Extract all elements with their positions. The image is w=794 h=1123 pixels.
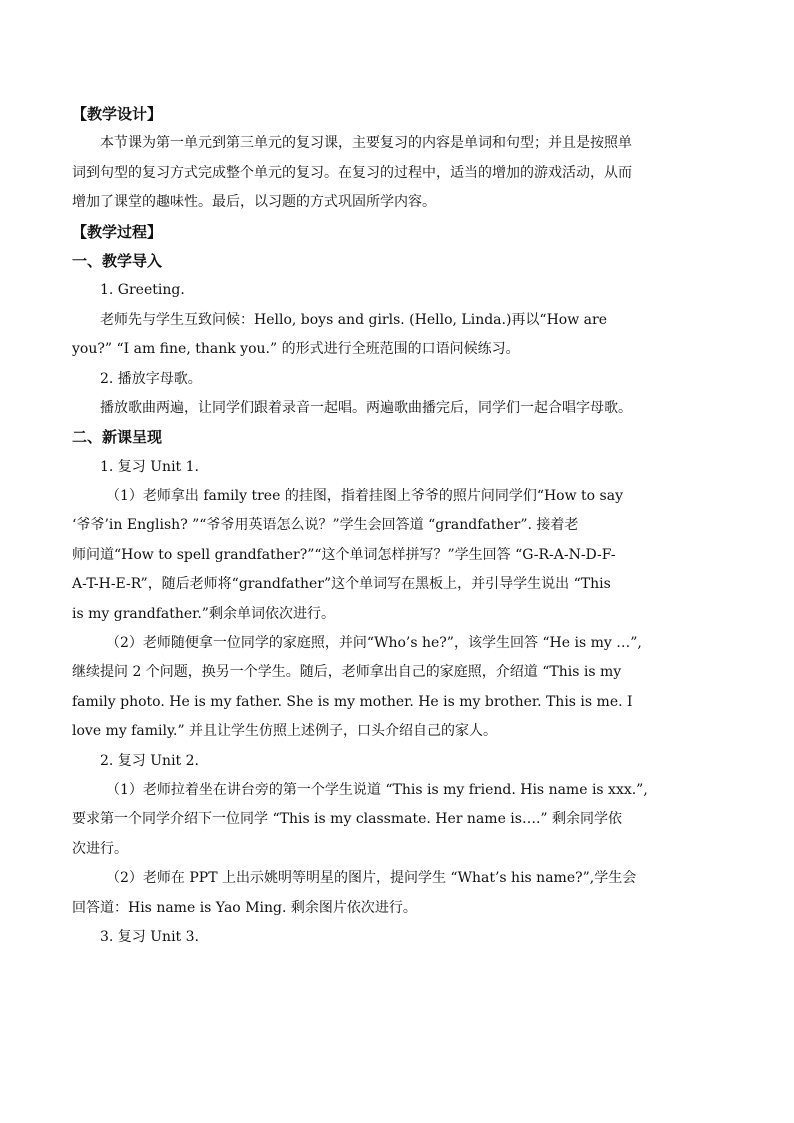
paragraph-line: ‘爷爷’in English? ”“爷爷用英语怎么说？”学生会回答道 “grandfather”. 接着老 (72, 517, 579, 534)
paragraph-line: family photo. He is my father. She is my mother. He is my brother. This is me. I (72, 693, 633, 710)
heading-teaching-process: 【教学过程】 (72, 222, 163, 241)
section-heading-new-lesson: 二、新课呈现 (72, 428, 163, 447)
list-item-greeting: 1. Greeting. (100, 282, 185, 299)
list-item-review-unit2: 2. 复习 Unit 2. (100, 752, 199, 769)
paragraph-line: 继续提问 2 个问题，换另一个学生。随后，老师拿出自己的家庭照，介绍道 “This is my (72, 664, 622, 681)
paragraph-line: 本节课为第一单元到第三单元的复习课，主要复习的内容是单词和句型；并且是按照单 (100, 135, 632, 152)
paragraph-line: love my family.” 并且让学生仿照上述例子，口头介绍自己的家人。 (72, 723, 498, 740)
paragraph-line: is my grandfather.”剩余单词依次进行。 (72, 605, 335, 622)
document-body (72, 100, 744, 952)
paragraph-line: 要求第一个同学介绍下一位同学 “This is my classmate. Her name is….” 剩余同学依 (72, 811, 623, 828)
paragraph-line: you?” “I am fine, thank you.” 的形式进行全班范围的口语问候练习。 (72, 341, 520, 358)
paragraph-line: （1）老师拉着坐在讲台旁的第一个学生说道 “This is my friend. His name is xxx.”, (106, 781, 648, 798)
paragraph-line: 增加了课堂的趣味性。最后，以习题的方式巩固所学内容。 (72, 194, 436, 211)
paragraph-line: （2）老师随便拿一位同学的家庭照，并问“Who’s he?”，该学生回答 “He is my …”, (106, 635, 642, 652)
paragraph-line: 播放歌曲两遍，让同学们跟着录音一起唱。两遍歌曲播完后，同学们一起合唱字母歌。 (100, 399, 632, 416)
paragraph-line: 词到句型的复习方式完成整个单元的复习。在复习的过程中，适当的增加的游戏活动，从而 (72, 164, 632, 181)
list-item-review-unit3: 3. 复习 Unit 3. (100, 928, 199, 945)
list-item-review-unit1: 1. 复习 Unit 1. (100, 458, 199, 475)
paragraph-line: （1）老师拿出 family tree 的挂图，指着挂图上爷爷的照片问同学们“How to say (106, 488, 623, 505)
paragraph-line: 师问道“How to spell grandfather?”“这个单词怎样拼写？”学生回答 “G-R-A-N-D-F- (72, 546, 616, 563)
section-heading-intro: 一、教学导入 (72, 251, 163, 270)
heading-teaching-design: 【教学设计】 (72, 105, 163, 123)
paragraph-line: 老师先与学生互致问候：Hello, boys and girls. (Hello, Linda.)再以“How are (100, 311, 607, 328)
paragraph-line: 回答道：His name is Yao Ming. 剩余图片依次进行。 (72, 899, 417, 916)
paragraph-line: 次进行。 (72, 840, 128, 857)
paragraph-line: A-T-H-E-R”，随后老师将“grandfather”这个单词写在黑板上，并引导学生说出 “This (72, 576, 611, 593)
list-item-alphabet-song: 2. 播放字母歌。 (100, 370, 202, 387)
paragraph-line: （2）老师在 PPT 上出示姚明等明星的图片，提问学生 “What’s his name?”,学生会 (106, 870, 637, 887)
